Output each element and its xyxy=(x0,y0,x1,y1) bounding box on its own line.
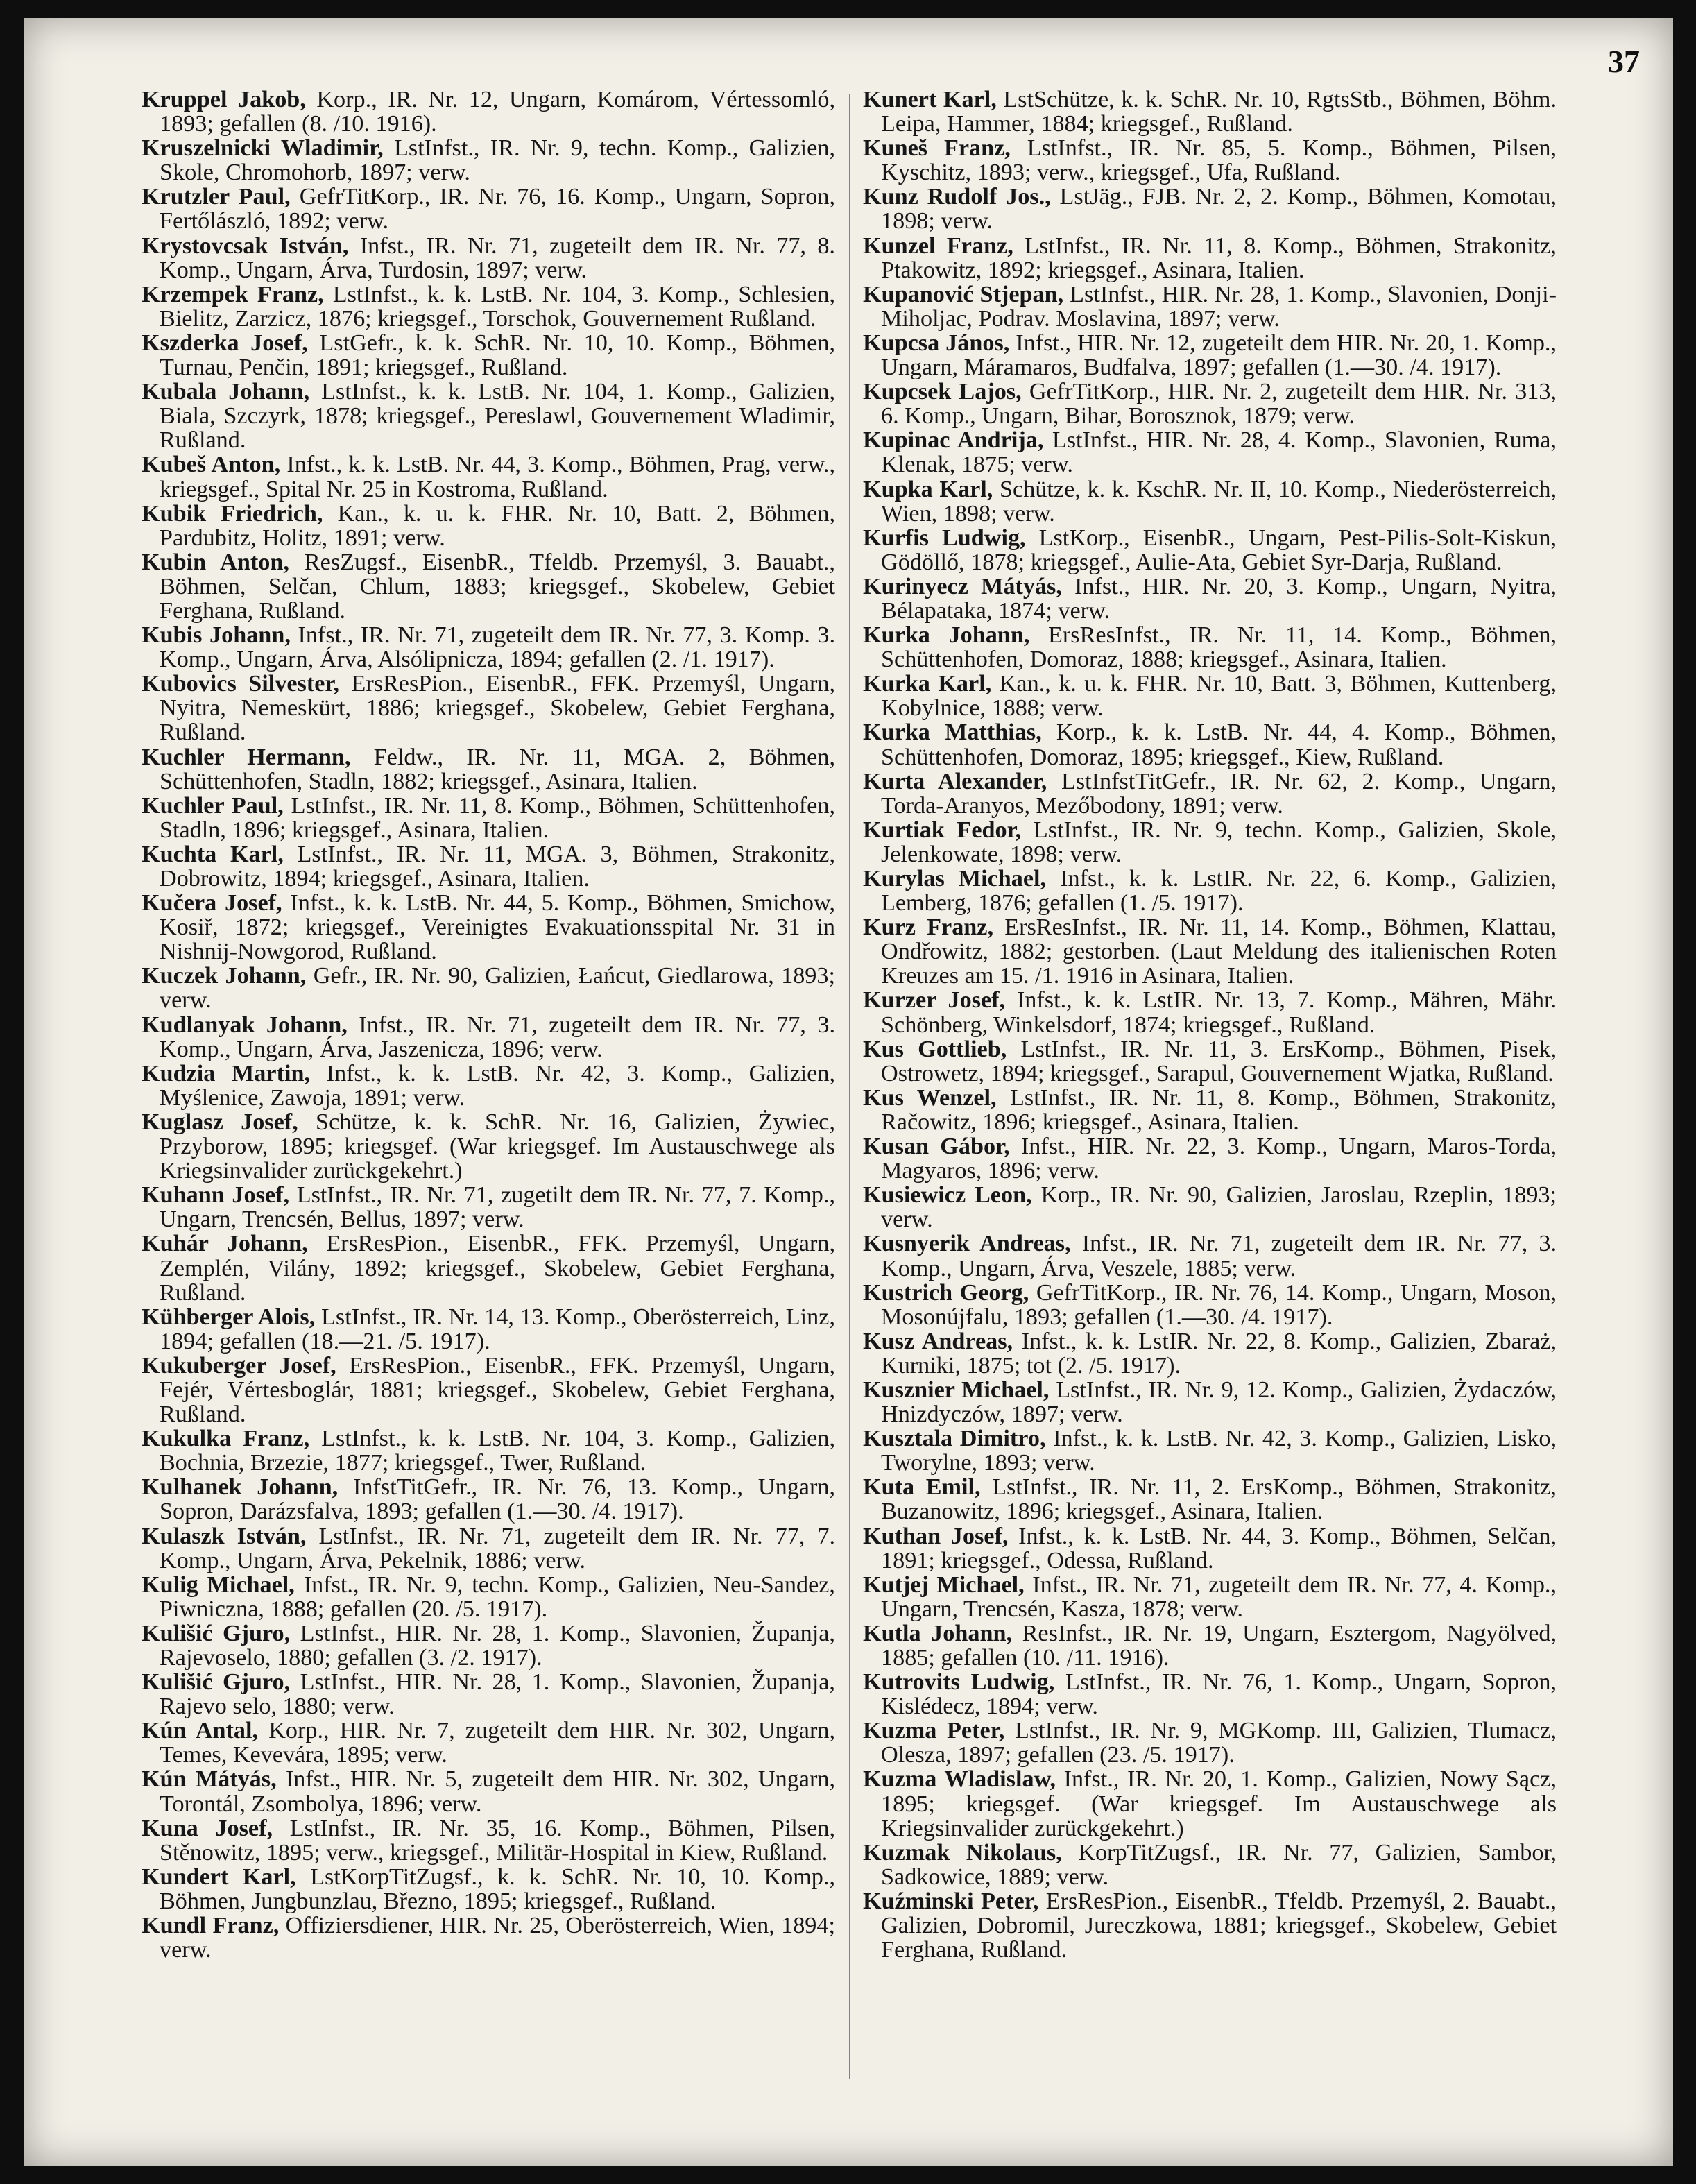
register-entry xyxy=(142,1354,835,1426)
register-entry xyxy=(863,915,1557,988)
entry-details: Infst., IR. Nr. 71, zugeteilt dem IR. Nr. 77, 3. Komp., Ungarn, Árva, Veszele, 1885; verw. xyxy=(881,1231,1557,1281)
entry-name: Kupcsek Lajos, xyxy=(863,379,1022,405)
entry-details: LstInfst., IR. Nr. 85, 5. Komp., Böhmen, Pilsen, Kyschitz, 1893; verw., kriegsgef., Ufa, Rußland. xyxy=(881,135,1557,186)
entry-details: LstInfst., HIR. Nr. 28, 1. Komp., Slavonien, Donji-Miholjac, Podrav. Moslavina, 1897; verw. xyxy=(881,281,1557,332)
entry-name: Kuneš Franz, xyxy=(863,135,1011,162)
register-entry xyxy=(142,379,835,452)
register-entry xyxy=(863,1767,1557,1840)
entry-name: Kutjej Michael, xyxy=(863,1571,1025,1598)
register-entry xyxy=(863,87,1557,136)
entry-name: Kurinyecz Mátyás, xyxy=(863,573,1062,599)
entry-details: LstInfst., IR. Nr. 14, 13. Komp., Oberösterreich, Linz, 1894; gefallen (18.—21. /5. 1917). xyxy=(160,1304,835,1354)
entry-name: Kurfis Ludwig, xyxy=(863,524,1026,551)
entry-name: Kühberger Alois, xyxy=(142,1304,316,1330)
entry-details: ErsResPion., EisenbR., Tfeldb. Przemyśl, 2. Bauabt., Galizien, Dobromil, Jureczkowa, 1881; kriegsgef., Skobelew, Gebiet Ferghana, Rußland. xyxy=(881,1888,1557,1963)
register-entry xyxy=(863,136,1557,185)
entry-name: Kurtiak Fedor, xyxy=(863,817,1022,843)
entry-details: Infst., k. k. LstIR. Nr. 22, 8. Komp., Galizien, Zbaraż, Kurniki, 1875; tot (2. /5. 1917). xyxy=(881,1328,1557,1379)
entry-details: LstInfst., IR. Nr. 11, 8. Komp., Böhmen, Strakonitz, Račowitz, 1896; kriegsgef., Asinara, Italien. xyxy=(881,1084,1557,1135)
entry-name: Kszderka Josef, xyxy=(142,330,308,356)
entry-details: Gefr., IR. Nr. 90, Galizien, Łańcut, Giedlarowa, 1893; verw. xyxy=(160,963,835,1014)
register-entry xyxy=(863,1281,1557,1329)
entry-name: Kuzmak Nikolaus, xyxy=(863,1839,1062,1866)
entry-details: LstSchütze, k. k. SchR. Nr. 10, RgtsStb., Böhmen, Böhm. Leipa, Hammer, 1884; kriegsgef., Rußland. xyxy=(881,87,1557,137)
register-entry xyxy=(142,550,835,623)
register-entry xyxy=(142,185,835,233)
register-entry xyxy=(863,1426,1557,1475)
register-entry xyxy=(863,1841,1557,1889)
entry-name: Kulhanek Johann, xyxy=(142,1474,339,1501)
register-entry xyxy=(142,1865,835,1913)
entry-name: Kulišić Gjuro, xyxy=(142,1669,291,1696)
entry-details: Infst., k. k. LstIR. Nr. 13, 7. Komp., Mähren, Mähr. Schönberg, Winkelsdorf, 1874; kriegsgef., Rußland. xyxy=(881,987,1557,1038)
entry-details: LstInfst., IR. Nr. 11, 2. ErsKomp., Böhmen, Strakonitz, Buzanowitz, 1896; kriegsgef., Asinara, Italien. xyxy=(881,1474,1557,1525)
entry-name: Kundl Franz, xyxy=(142,1913,280,1939)
register-entry xyxy=(863,185,1557,233)
entry-name: Kukulka Franz, xyxy=(142,1426,310,1452)
register-entry xyxy=(142,1426,835,1475)
right-column xyxy=(863,87,1557,1962)
entry-name: Kupcsa János, xyxy=(863,330,1010,356)
entry-details: LstInfst., IR. Nr. 76, 1. Komp., Ungarn, Sopron, Kislédecz, 1894; verw. xyxy=(881,1669,1557,1720)
entry-name: Krzempek Franz, xyxy=(142,281,324,307)
document-page xyxy=(24,18,1673,2166)
register-entry xyxy=(142,1718,835,1767)
entry-details: LstInfst., IR. Nr. 9, techn. Komp., Galizien, Skole, Jelenkowate, 1898; verw. xyxy=(881,817,1557,867)
entry-details: Infst., IR. Nr. 71, zugeteilt dem IR. Nr. 77, 8. Komp., Ungarn, Árva, Turdosin, 1897; verw. xyxy=(160,232,835,283)
register-entry xyxy=(142,1110,835,1183)
entry-details: LstInfstTitGefr., IR. Nr. 62, 2. Komp., Ungarn, Torda-Aranyos, Mezőbodony, 1891; verw. xyxy=(881,768,1557,819)
entry-details: LstInfst., HIR. Nr. 28, 1. Komp., Slavonien, Županja, Rajevoselo, 1880; gefallen (3. /2. 1917). xyxy=(160,1620,835,1671)
register-entry xyxy=(142,1183,835,1231)
entry-details: LstInfst., IR. Nr. 35, 16. Komp., Böhmen, Pilsen, Stěnowitz, 1895; verw., kriegsgef., Militär-Hospital in Kiew, Rußland. xyxy=(160,1815,835,1866)
register-entry xyxy=(142,234,835,282)
entry-details: LstInfst., k. k. LstB. Nr. 104, 3. Komp., Schlesien, Bielitz, Zarzicz, 1876; kriegsgef., Torschok, Gouvernement Rußland. xyxy=(160,281,835,332)
register-entry xyxy=(142,1816,835,1865)
entry-details: ErsResPion., EisenbR., FFK. Przemyśl, Ungarn, Nyitra, Nemeskürt, 1886; kriegsgef., Skobelew, Gebiet Ferghana, Rußland. xyxy=(160,671,835,746)
entry-name: Kurka Johann, xyxy=(863,622,1030,649)
register-entry xyxy=(863,1621,1557,1670)
entry-details: LstInfst., HIR. Nr. 28, 1. Komp., Slavonien, Županja, Rajevo selo, 1880; verw. xyxy=(160,1669,835,1720)
register-entry xyxy=(863,1475,1557,1524)
register-entry xyxy=(142,794,835,842)
entry-name: Kubik Friedrich, xyxy=(142,500,323,527)
entry-name: Krutzler Paul, xyxy=(142,184,291,210)
entry-details: Infst., IR. Nr. 9, techn. Komp., Galizien, Neu-Sandez, Piwniczna, 1888; gefallen (20. /5. 1917). xyxy=(160,1571,835,1622)
entry-name: Krystovcsak István, xyxy=(142,232,349,259)
entry-name: Kulaszk István, xyxy=(142,1523,307,1549)
entry-name: Kún Antal, xyxy=(142,1718,259,1744)
register-entry xyxy=(142,136,835,185)
entry-details: Schütze, k. k. KschR. Nr. II, 10. Komp., Niederösterreich, Wien, 1898; verw. xyxy=(881,476,1557,527)
entry-details: InfstTitGefr., IR. Nr. 76, 13. Komp., Ungarn, Sopron, Darázsfalva, 1893; gefallen (1.—30. /4. 1917). xyxy=(160,1474,835,1525)
entry-details: LstKorp., EisenbR., Ungarn, Pest-Pilis-Solt-Kiskun, Gödöllő, 1878; kriegsgef., Aulie-Ata, Gebiet Syr-Darja, Rußland. xyxy=(881,524,1557,575)
register-entry xyxy=(863,574,1557,623)
register-entry xyxy=(142,1767,835,1816)
register-entry xyxy=(863,331,1557,379)
entry-name: Kuhár Johann, xyxy=(142,1231,308,1257)
register-entry xyxy=(863,1670,1557,1718)
entry-details: LstKorpTitZugsf., k. k. SchR. Nr. 10, 10. Komp., Böhmen, Jungbunzlau, Březno, 1895; kriegsgef., Rußland. xyxy=(160,1863,835,1914)
entry-details: Infst., k. k. LstB. Nr. 44, 3. Komp., Böhmen, Prag, verw., kriegsgef., Spital Nr. 25 in Kostroma, Rußland. xyxy=(160,452,836,502)
entry-name: Kusiewicz Leon, xyxy=(863,1182,1032,1209)
entry-details: Infst., k. k. LstB. Nr. 42, 3. Komp., Galizien, Lisko, Tworylne, 1893; verw. xyxy=(881,1426,1557,1476)
entry-details: LstInfst., IR. Nr. 11, 8. Komp., Böhmen, Schüttenhofen, Stadln, 1896; kriegsgef., Asinara, Italien. xyxy=(160,792,835,843)
entry-details: Infst., IR. Nr. 71, zugeteilt dem IR. Nr. 77, 3. Komp. 3. Komp., Ungarn, Árva, Alsólipnicza, 1894; gefallen (2. /1. 1917). xyxy=(160,622,835,673)
entry-details: Infst., IR. Nr. 71, zugeteilt dem IR. Nr. 77, 3. Komp., Ungarn, Árva, Jaszenicza, 1896; verw. xyxy=(160,1012,835,1062)
register-entry xyxy=(142,502,835,550)
entry-details: ErsResInfst., IR. Nr. 11, 14. Komp., Böhmen, Klattau, Ondřowitz, 1882; gestorben. (Laut Meldung des italienischen Roten Kreuzes am 15. /1. 1916 in Asinara, Italien. xyxy=(881,914,1557,989)
register-entry xyxy=(142,1475,835,1524)
register-entry xyxy=(863,1889,1557,1962)
entry-details: Infst., IR. Nr. 71, zugeteilt dem IR. Nr. 77, 4. Komp., Ungarn, Trencsén, Kasza, 1878; verw. xyxy=(881,1571,1557,1622)
left-column xyxy=(142,87,835,1962)
entry-name: Kubala Johann, xyxy=(142,379,310,405)
register-entry xyxy=(142,1305,835,1354)
entry-name: Kuchler Hermann, xyxy=(142,744,351,770)
entry-name: Kusnyerik Andreas, xyxy=(863,1231,1071,1257)
entry-details: Korp., IR. Nr. 90, Galizien, Jaroslau, Rzeplin, 1893; verw. xyxy=(881,1182,1557,1233)
entry-name: Kusan Gábor, xyxy=(863,1134,1010,1160)
entry-details: Korp., HIR. Nr. 7, zugeteilt dem HIR. Nr. 302, Ungarn, Temes, Kevevára, 1895; verw. xyxy=(160,1718,835,1768)
entry-name: Kuzma Peter, xyxy=(863,1718,1005,1744)
register-entry xyxy=(863,720,1557,769)
entry-details: ResInfst., IR. Nr. 19, Ungarn, Esztergom, Nagyölved, 1885; gefallen (10. /11. 1916). xyxy=(881,1620,1557,1671)
register-entry xyxy=(863,428,1557,477)
register-entry xyxy=(142,331,835,379)
entry-name: Kuglasz Josef, xyxy=(142,1109,298,1135)
entry-name: Kundert Karl, xyxy=(142,1863,296,1890)
entry-name: Kruszelnicki Wladimir, xyxy=(142,135,384,162)
entry-name: Kus Gottlieb, xyxy=(863,1036,1007,1062)
entry-details: GefrTitKorp., IR. Nr. 76, 16. Komp., Ungarn, Sopron, Fertőlászló, 1892; verw. xyxy=(160,184,835,234)
entry-name: Kurka Matthias, xyxy=(863,719,1042,746)
register-entry xyxy=(863,1329,1557,1378)
register-entry xyxy=(142,1061,835,1110)
entry-name: Kustrich Georg, xyxy=(863,1279,1029,1306)
entry-details: Feldw., IR. Nr. 11, MGA. 2, Böhmen, Schüttenhofen, Stadln, 1882; kriegsgef., Asinara, Italien. xyxy=(160,744,835,794)
register-entry xyxy=(142,1524,835,1573)
register-entry xyxy=(142,282,835,331)
entry-name: Kuthan Josef, xyxy=(863,1523,1009,1549)
entry-details: Infst., IR. Nr. 20, 1. Komp., Galizien, Nowy Sącz, 1895; kriegsgef. (War kriegsgef. Im Austauschwege als Kriegsinvalider zurückgekehrt.) xyxy=(881,1766,1557,1841)
entry-details: Korp., IR. Nr. 12, Ungarn, Komárom, Vértessomló, 1893; gefallen (8. /10. 1916). xyxy=(160,87,835,137)
entry-details: ResZugsf., EisenbR., Tfeldb. Przemyśl, 3. Bauabt., Böhmen, Selčan, Chlum, 1883; kriegsgef., Skobelew, Gebiet Ferghana, Rußland. xyxy=(160,549,835,624)
register-entry xyxy=(863,988,1557,1036)
entry-details: Infst., HIR. Nr. 12, zugeteilt dem HIR. Nr. 20, 1. Komp., Ungarn, Máramaros, Budfalva, 1897; gefallen (1.—30. /4. 1917). xyxy=(881,330,1557,381)
entry-name: Kurz Franz, xyxy=(863,914,994,941)
entry-name: Kurzer Josef, xyxy=(863,987,1006,1014)
entry-details: LstInfst., IR. Nr. 11, 3. ErsKomp., Böhmen, Pisek, Ostrowetz, 1894; kriegsgef., Sarapul, Gouvernement Wjatka, Rußland. xyxy=(881,1036,1557,1086)
register-entry xyxy=(863,867,1557,915)
entry-details: LstInfst., HIR. Nr. 28, 4. Komp., Slavonien, Ruma, Klenak, 1875; verw. xyxy=(881,427,1557,478)
entry-details: LstInfst., IR. Nr. 9, MGKomp. III, Galizien, Tlumacz, Olesza, 1897; gefallen (23. /5. 1917). xyxy=(881,1718,1557,1768)
entry-name: Kubis Johann, xyxy=(142,622,291,649)
entry-details: LstInfst., IR. Nr. 9, 12. Komp., Galizien, Żydaczów, Hnizdyczów, 1897; verw. xyxy=(881,1376,1557,1428)
entry-name: Kunz Rudolf Jos., xyxy=(863,184,1051,210)
register-entry xyxy=(863,818,1557,867)
register-entry xyxy=(863,1524,1557,1573)
entry-details: LstInfst., IR. Nr. 71, zugetilt dem IR. Nr. 77, 7. Komp., Ungarn, Trencsén, Bellus, 1897; verw. xyxy=(160,1182,835,1233)
entry-name: Kusztala Dimitro, xyxy=(863,1426,1046,1452)
entry-details: Infst., k. k. LstB. Nr. 44, 5. Komp., Böhmen, Smichow, Kosiř, 1872; kriegsgef., Vereinigtes Evakuationsspital Nr. 31 in Nishnij-Nowgorod, Rußland. xyxy=(160,890,835,965)
entry-details: LstInfst., k. k. LstB. Nr. 104, 3. Komp., Galizien, Bochnia, Brzezie, 1877; kriegsgef., Twer, Rußland. xyxy=(160,1426,835,1476)
entry-name: Kupanović Stjepan, xyxy=(863,281,1064,307)
entry-name: Kurta Alexander, xyxy=(863,768,1047,794)
register-entry xyxy=(142,891,835,964)
entry-details: KorpTitZugsf., IR. Nr. 77, Galizien, Sambor, Sadkowice, 1889; verw. xyxy=(881,1839,1557,1890)
entry-name: Kučera Josef, xyxy=(142,890,282,916)
register-entry xyxy=(142,842,835,891)
entry-name: Kunzel Franz, xyxy=(863,232,1013,259)
entry-name: Kukuberger Josef, xyxy=(142,1352,336,1379)
register-entry xyxy=(863,1183,1557,1231)
entry-name: Kunert Karl, xyxy=(863,87,997,112)
entry-name: Kubin Anton, xyxy=(142,549,289,575)
entry-name: Kutla Johann, xyxy=(863,1620,1013,1646)
register-entry xyxy=(863,477,1557,526)
entry-name: Kurylas Michael, xyxy=(863,866,1047,891)
register-entry xyxy=(142,452,835,501)
entry-details: LstInfst., k. k. LstB. Nr. 104, 1. Komp., Galizien, Biala, Szczyrk, 1878; kriegsgef., Pereslawl, Gouvernement Wladimir, Rußland. xyxy=(160,379,835,454)
register-entry xyxy=(863,234,1557,282)
entry-details: ErsResPion., EisenbR., FFK. Przemyśl, Ungarn, Zemplén, Vilány, 1892; kriegsgef., Skobelew, Gebiet Ferghana, Rußland. xyxy=(160,1231,836,1306)
register-entry xyxy=(142,1913,835,1962)
entry-name: Kubovics Silvester, xyxy=(142,671,339,697)
register-entry xyxy=(863,1086,1557,1134)
entry-details: LstInfst., IR. Nr. 9, techn. Komp., Galizien, Skole, Chromohorb, 1897; verw. xyxy=(160,135,835,186)
entry-details: LstInfst., IR. Nr. 11, MGA. 3, Böhmen, Strakonitz, Dobrowitz, 1894; kriegsgef., Asinara, Italien. xyxy=(160,841,835,891)
entry-details: Offiziersdiener, HIR. Nr. 25, Oberösterreich, Wien, 1894; verw. xyxy=(160,1913,835,1963)
entry-name: Kudlanyak Johann, xyxy=(142,1012,348,1038)
entry-name: Kulig Michael, xyxy=(142,1571,295,1598)
register-entry xyxy=(863,526,1557,574)
entry-details: Infst., HIR. Nr. 22, 3. Komp., Ungarn, Maros-Torda, Magyaros, 1896; verw. xyxy=(881,1134,1557,1184)
entry-details: Infst., k. k. LstB. Nr. 44, 3. Komp., Böhmen, Selčan, 1891; kriegsgef., Odessa, Rußland. xyxy=(881,1523,1557,1573)
register-entry xyxy=(863,282,1557,331)
column-divider xyxy=(849,94,850,2079)
entry-details: ErsResPion., EisenbR., FFK. Przemyśl, Ungarn, Fejér, Vértesboglár, 1881; kriegsgef., Skobelew, Gebiet Ferghana, Rußland. xyxy=(160,1352,835,1428)
register-entry xyxy=(863,379,1557,428)
register-entry xyxy=(863,623,1557,672)
entry-details: LstInfst., IR. Nr. 11, 8. Komp., Böhmen, Strakonitz, Ptakowitz, 1892; kriegsgef., Asinara, Italien. xyxy=(881,232,1557,283)
entry-name: Kuzma Wladislaw, xyxy=(863,1766,1056,1793)
entry-name: Kurka Karl, xyxy=(863,671,992,697)
entry-details: LstGefr., k. k. SchR. Nr. 10, 10. Komp., Böhmen, Turnau, Penčin, 1891; kriegsgef., Rußland. xyxy=(160,330,835,381)
entry-details: Schütze, k. k. SchR. Nr. 16, Galizien, Żywiec, Przyborow, 1895; kriegsgef. (War kriegsgef. Im Austauschwege als Kriegsinvalider zurückgekehrt.) xyxy=(160,1109,835,1184)
entry-details: Infst., k. k. LstIR. Nr. 22, 6. Komp., Galizien, Lemberg, 1876; gefallen (1. /5. 1917). xyxy=(881,866,1557,916)
entry-name: Kuźminski Peter, xyxy=(863,1888,1039,1914)
entry-details: LstJäg., FJB. Nr. 2, 2. Komp., Böhmen, Komotau, 1898; verw. xyxy=(881,184,1557,234)
register-entry xyxy=(863,1037,1557,1086)
register-entry xyxy=(142,745,835,794)
register-entry xyxy=(142,672,835,744)
entry-details: Infst., HIR. Nr. 20, 3. Komp., Ungarn, Nyitra, Bélapataka, 1874; verw. xyxy=(881,573,1557,624)
entry-name: Kuna Josef, xyxy=(142,1815,273,1841)
entry-name: Kus Wenzel, xyxy=(863,1084,997,1111)
register-entry xyxy=(142,623,835,672)
entry-details: LstInfst., IR. Nr. 71, zugeteilt dem IR. Nr. 77, 7. Komp., Ungarn, Árva, Pekelnik, 1886; verw. xyxy=(160,1523,835,1573)
entry-details: Infst., HIR. Nr. 5, zugeteilt dem HIR. Nr. 302, Ungarn, Torontál, Zsombolya, 1896; verw. xyxy=(160,1766,835,1817)
entry-name: Kruppel Jakob, xyxy=(142,87,306,112)
entry-name: Kupka Karl, xyxy=(863,476,993,502)
entry-name: Kutrovits Ludwig, xyxy=(863,1669,1055,1696)
entry-details: Korp., k. k. LstB. Nr. 44, 4. Komp., Böhmen, Schüttenhofen, Domoraz, 1895; kriegsgef., Kiew, Rußland. xyxy=(881,719,1557,770)
entry-name: Kuchler Paul, xyxy=(142,792,284,819)
register-entry xyxy=(863,1378,1557,1426)
entry-name: Kún Mátyás, xyxy=(142,1766,277,1793)
entry-name: Kuchta Karl, xyxy=(142,841,284,867)
entry-details: Kan., k. u. k. FHR. Nr. 10, Batt. 2, Böhmen, Pardubitz, Holitz, 1891; verw. xyxy=(160,500,835,551)
entry-details: Infst., k. k. LstB. Nr. 42, 3. Komp., Galizien, Myślenice, Zawoja, 1891; verw. xyxy=(160,1060,835,1111)
register-entry xyxy=(142,1621,835,1670)
register-entry xyxy=(142,87,835,136)
register-entry xyxy=(863,1134,1557,1183)
register-entry xyxy=(863,672,1557,720)
entry-name: Kulišić Gjuro, xyxy=(142,1620,291,1646)
register-entry xyxy=(142,1231,835,1304)
entry-name: Kusznier Michael, xyxy=(863,1376,1050,1403)
register-entry xyxy=(142,1573,835,1621)
register-entry xyxy=(863,1718,1557,1767)
entry-name: Kudzia Martin, xyxy=(142,1060,311,1086)
register-entry xyxy=(142,964,835,1012)
entry-name: Kuczek Johann, xyxy=(142,963,307,989)
register-entry xyxy=(142,1013,835,1061)
entry-name: Kuta Emil, xyxy=(863,1474,981,1501)
entry-name: Kupinac Andrija, xyxy=(863,427,1044,454)
register-entry xyxy=(863,1231,1557,1280)
entry-name: Kuhann Josef, xyxy=(142,1182,290,1209)
register-entry xyxy=(863,769,1557,818)
register-entry xyxy=(142,1670,835,1718)
page-number: 37 xyxy=(1608,44,1640,79)
entry-details: GefrTitKorp., IR. Nr. 76, 14. Komp., Ungarn, Moson, Mosonújfalu, 1893; gefallen (1.—30. /4. 1917). xyxy=(881,1279,1557,1330)
entry-details: ErsResInfst., IR. Nr. 11, 14. Komp., Böhmen, Schüttenhofen, Domoraz, 1888; kriegsgef., Asinara, Italien. xyxy=(881,622,1557,673)
entry-details: Kan., k. u. k. FHR. Nr. 10, Batt. 3, Böhmen, Kuttenberg, Kobylnice, 1888; verw. xyxy=(881,671,1557,722)
entry-details: GefrTitKorp., HIR. Nr. 2, zugeteilt dem HIR. Nr. 313, 6. Komp., Ungarn, Bihar, Borosznok, 1879; verw. xyxy=(881,379,1557,429)
entry-name: Kubeš Anton, xyxy=(142,452,281,478)
entry-name: Kusz Andreas, xyxy=(863,1328,1013,1354)
register-entry xyxy=(863,1573,1557,1621)
